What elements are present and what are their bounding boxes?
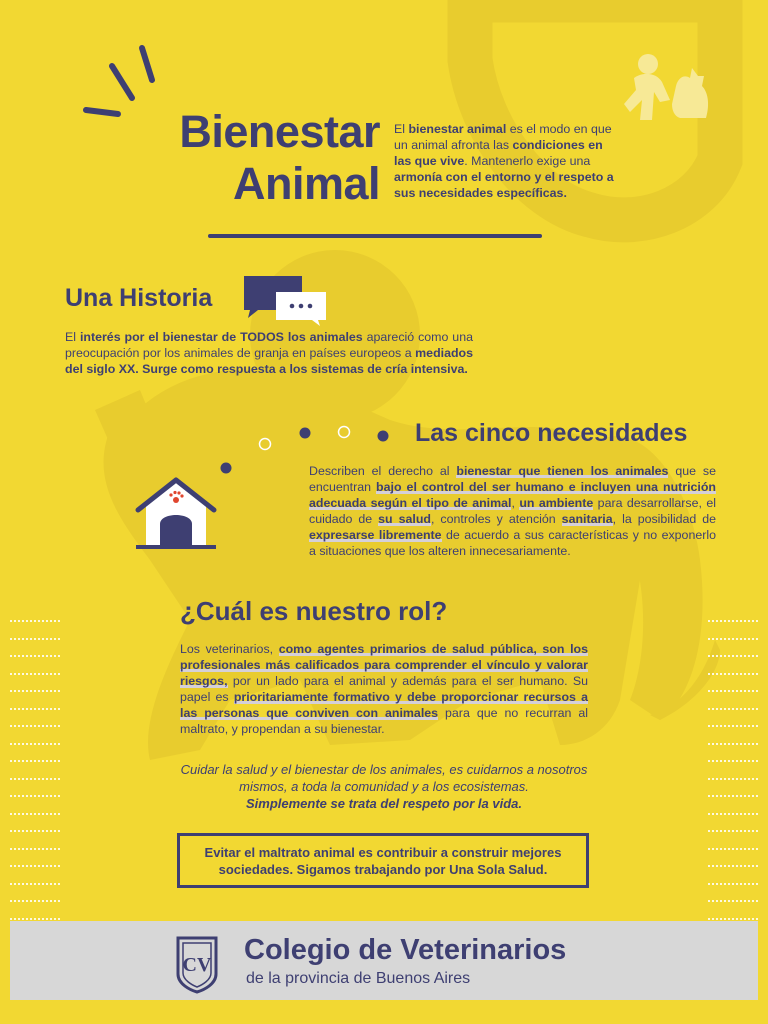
text-run: El bbox=[65, 330, 80, 344]
text-run: como agentes primarios de salud pública, son los profesionales más calificados para comprender el vínculo y valorar riesgos, bbox=[180, 642, 588, 688]
text-run: bajo el control del ser humano e incluyen una nutrición adecuada según el tipo de animal bbox=[309, 480, 716, 510]
text-run: bienestar que tienen los animales bbox=[456, 464, 669, 478]
text-run: interés por el bienestar de TODOS los animales bbox=[79, 330, 363, 344]
title-line-2: Animal bbox=[232, 158, 380, 209]
text-run: un ambiente bbox=[519, 496, 594, 510]
text-run: . Mantenerlo exige una bbox=[464, 154, 591, 168]
footer-title: Colegio de Veterinarios bbox=[244, 934, 567, 966]
college-logo-letters: CV bbox=[182, 954, 212, 976]
historia-heading: Una Historia bbox=[65, 284, 213, 312]
historia-text bbox=[65, 329, 473, 377]
text-run: por un lado para el animal y además para el ser humano. Su papel es bbox=[180, 674, 588, 704]
necesidades-text bbox=[309, 463, 716, 559]
text-run: es el modo en que un animal afronta las bbox=[394, 122, 612, 152]
dotted-lines-left bbox=[10, 620, 60, 935]
text-run: sanitaria bbox=[561, 512, 613, 526]
footer-subtitle: de la provincia de Buenos Aires bbox=[246, 970, 471, 987]
page-title bbox=[150, 106, 380, 210]
text-run: su salud bbox=[378, 512, 431, 526]
intro-text bbox=[394, 121, 619, 201]
text-run: El bbox=[394, 122, 409, 136]
dog-house-icon bbox=[134, 476, 218, 550]
text-run: bienestar animal bbox=[408, 122, 507, 136]
text-run: apareció como una preocupación por los animales de granja en países europeos a bbox=[65, 330, 473, 360]
text-run: , bbox=[511, 496, 520, 510]
dotted-lines-right bbox=[708, 620, 758, 935]
text-run: Describen el derecho al bbox=[309, 464, 457, 478]
text-run: armonía con el entorno y el respeto a sus necesidades específicas. bbox=[394, 170, 614, 200]
callout-box bbox=[177, 833, 589, 888]
text-run: , controles y atención bbox=[430, 512, 562, 526]
text-run: condiciones en las que vive bbox=[394, 138, 603, 168]
rol-text bbox=[180, 641, 588, 737]
rol-heading: ¿Cuál es nuestro rol? bbox=[180, 596, 448, 626]
rol-quote bbox=[178, 761, 590, 812]
text-run: que se encuentran bbox=[309, 464, 716, 494]
people-dog-icon bbox=[620, 52, 712, 122]
text-run: , la posibilidad de bbox=[612, 512, 717, 526]
text-run: Los veterinarios, bbox=[180, 642, 279, 656]
college-logo bbox=[174, 934, 220, 994]
text-run: de acuerdo a sus características y no exponerlo a situaciones que los alteren innecesariamente. bbox=[309, 528, 716, 558]
quote-bold-text: Simplemente se trata del respeto por la vida. bbox=[246, 796, 522, 811]
title-divider bbox=[208, 234, 542, 238]
callout-text: Evitar el maltrato animal es contribuir a construir mejores sociedades. Sigamos trabajando por Una Sola Salud. bbox=[204, 844, 562, 877]
text-run: prioritariamente formativo y debe proporcionar recursos a las personas que conviven con animales bbox=[180, 690, 589, 720]
quote-text: Cuidar la salud y el bienestar de los animales, es cuidarnos a nosotros mismos, a toda la comunidad y a los ecosistemas. bbox=[180, 762, 588, 794]
text-run: para desarrollarse, el cuidado de bbox=[309, 496, 716, 526]
title-line-1: Bienestar bbox=[179, 106, 380, 157]
necesidades-heading: Las cinco necesidades bbox=[415, 419, 688, 447]
sparkle-lines-icon bbox=[80, 42, 160, 122]
text-run: para que no recurran al maltrato, y propendan a su bienestar. bbox=[180, 706, 588, 736]
speech-bubbles-icon bbox=[242, 274, 328, 326]
text-run: expresarse libremente bbox=[309, 528, 442, 542]
text-run: mediados del siglo XX. Surge como respuesta a los sistemas de cría intensiva. bbox=[65, 346, 473, 376]
